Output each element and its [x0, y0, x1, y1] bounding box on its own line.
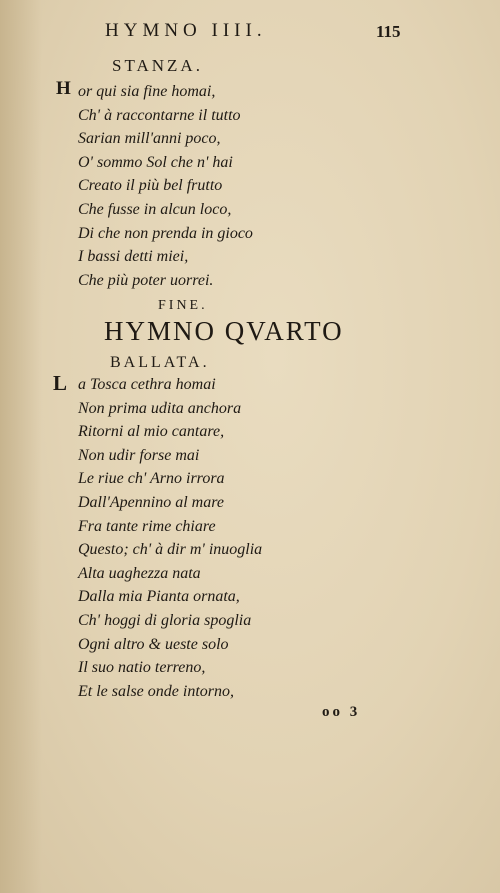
page-header: [0, 20, 500, 50]
verse-line: Il suo natio terreno,: [78, 659, 206, 677]
fine-heading: FINE.: [158, 298, 208, 313]
verse-line: a Tosca cethra homai: [78, 376, 216, 393]
stanza-heading: STANZA.: [112, 56, 203, 75]
verse-line: Questo; ch' à dir m' inuoglia: [78, 541, 263, 559]
verse-line: Le riue ch' Arno irrora: [78, 470, 225, 488]
verse-line: Sarian mill'anni poco,: [78, 130, 221, 148]
verse-line: Ch' hoggi di gloria spoglia: [78, 611, 252, 629]
ballata-initial: L: [53, 371, 68, 395]
verse-line: Alta uaghezza nata: [78, 564, 201, 582]
verse-line: I bassi detti miei,: [78, 248, 189, 266]
verse-line: Ritorni al mio cantare,: [78, 423, 225, 441]
verse-line: Che fusse in alcun loco,: [78, 200, 232, 218]
bleed-through-text: [300, 68, 470, 728]
verse-line: Et le salse onde intorno,: [78, 682, 234, 700]
verse-line: Non prima udita anchora: [78, 399, 242, 417]
verse-line: Che più poter uorrei.: [78, 271, 214, 289]
verse-line: Di che non prenda in gioco: [78, 224, 253, 242]
page-gutter-shadow: [0, 0, 42, 893]
verse-line: O' sommo Sol che n' hai: [78, 153, 233, 171]
signature-mark: oo 3: [322, 704, 361, 720]
verse-line: Ch' à raccontarne il tutto: [78, 106, 241, 124]
verse-line: Creato il più bel frutto: [78, 177, 223, 195]
stanza-verse: [78, 80, 253, 292]
stanza-initial: H: [56, 78, 71, 99]
hymn-title: HYMNO QVARTO: [104, 316, 344, 346]
verse-line: Non udir forse mai: [78, 446, 200, 464]
running-title: HYMNO IIII.: [105, 20, 267, 41]
page-number: 115: [376, 22, 401, 41]
ballata-heading: BALLATA.: [110, 354, 210, 371]
verse-line: Fra tante rime chiare: [78, 517, 216, 535]
verse-line: Dall'Apennino al mare: [78, 493, 224, 511]
verse-line: Ogni altro & ueste solo: [78, 635, 229, 653]
verse-line: Dalla mia Pianta ornata,: [78, 588, 240, 606]
verse-line: or qui sia fine homai,: [78, 83, 216, 100]
ballata-verse: [78, 373, 262, 703]
